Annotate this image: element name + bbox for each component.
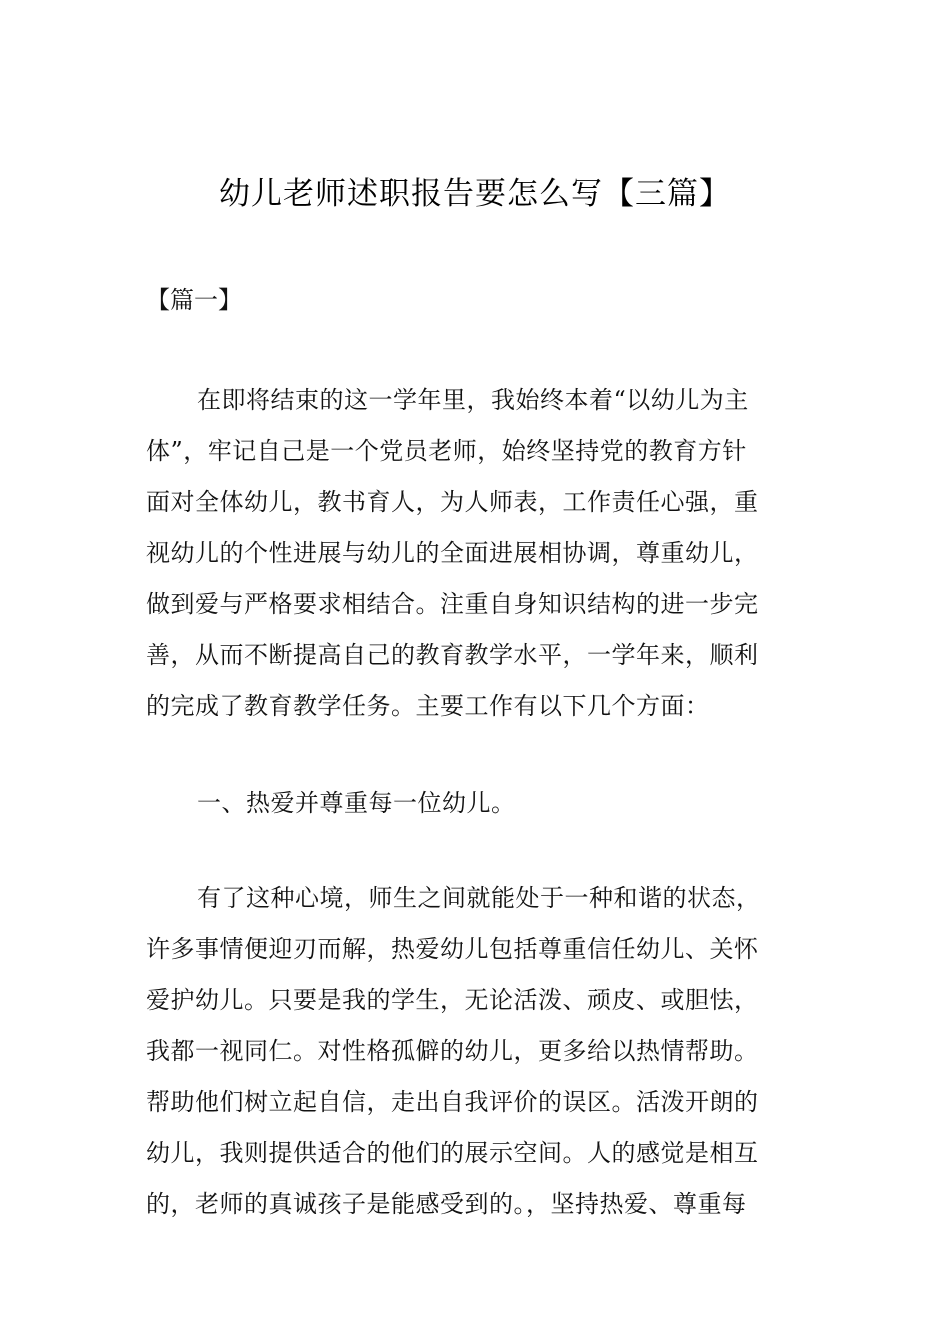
document-title: 幼儿老师述职报告要怎么写【三篇】 xyxy=(219,176,731,212)
paragraph-line: 视幼儿的个性进展与幼儿的全面进展相协调，尊重幼儿， xyxy=(146,539,759,567)
paragraph-1 xyxy=(146,375,806,732)
paragraph-line: 的完成了教育教学任务。主要工作有以下几个方面： xyxy=(146,692,710,720)
paragraph-line: 在即将结束的这一学年里，我始终本着“以幼儿为主 xyxy=(197,386,749,414)
paragraph-line: 的，老师的真诚孩子是能感受到的。，坚持热爱、尊重每 xyxy=(146,1190,747,1218)
paragraph-2 xyxy=(146,873,806,1230)
paragraph-line: 体”，牢记自己是一个党员老师，始终坚持党的教育方针 xyxy=(146,437,747,465)
paragraph-line: 幼儿，我则提供适合的他们的展示空间。人的感觉是相互 xyxy=(146,1139,759,1167)
paragraph-line: 善，从而不断提高自己的教育教学水平，一学年来，顺利 xyxy=(146,641,759,669)
section-label: 【篇一】 xyxy=(146,286,242,314)
subheading-1: 一、热爱并尊重每一位幼儿。 xyxy=(197,789,516,817)
paragraph-line: 做到爱与严格要求相结合。注重自身知识结构的进一步完 xyxy=(146,590,759,618)
paragraph-line: 面对全体幼儿，教书育人，为人师表，工作责任心强，重 xyxy=(146,488,759,516)
paragraph-line: 帮助他们树立起自信，走出自我评价的误区。活泼开朗的 xyxy=(146,1088,759,1116)
paragraph-line: 爱护幼儿。只要是我的学生，无论活泼、顽皮、或胆怯， xyxy=(146,986,759,1014)
paragraph-line: 许多事情便迎刃而解，热爱幼儿包括尊重信任幼儿、关怀 xyxy=(146,935,759,963)
subheading-1-block xyxy=(146,778,806,829)
paragraph-line: 我都一视同仁。对性格孤僻的幼儿，更多给以热情帮助。 xyxy=(146,1037,759,1065)
paragraph-line: 有了这种心境，师生之间就能处于一种和谐的状态， xyxy=(197,884,761,912)
